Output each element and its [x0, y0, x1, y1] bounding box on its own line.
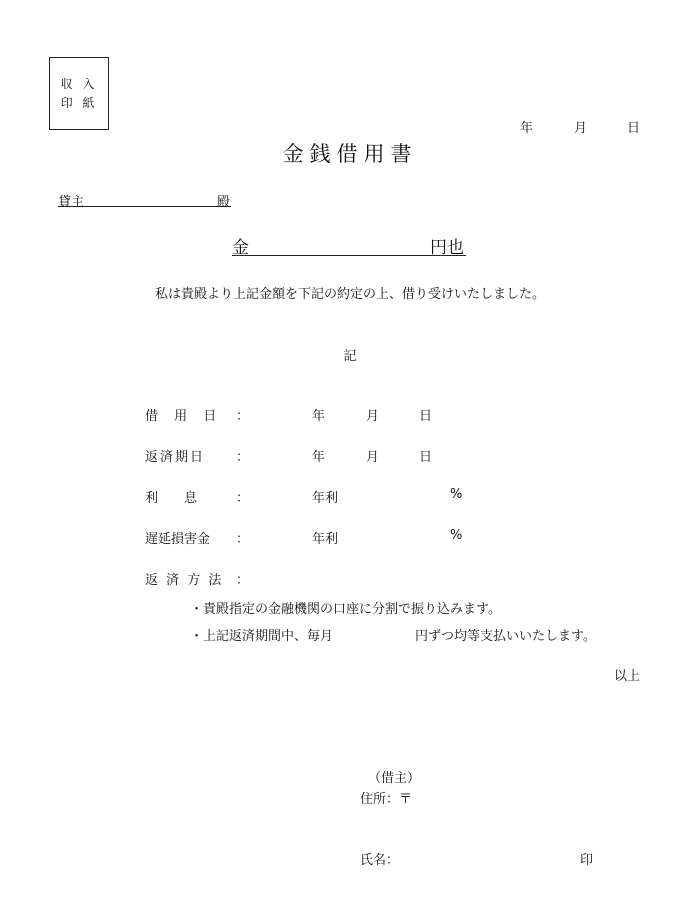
borrow-date-day: 日 — [419, 409, 433, 424]
lender-label: 貸主 — [58, 195, 85, 210]
document-title: 金銭借用書 — [282, 142, 418, 166]
closing-mark: 以上 — [614, 669, 641, 684]
repay-method-label: 返 済 方 法 — [145, 573, 224, 588]
late-damages-colon: ： — [236, 532, 250, 547]
interest-colon: ： — [236, 491, 250, 506]
repay-deadline-label: 返済期日 — [145, 450, 206, 465]
interest-rate-label: 年利 — [312, 491, 339, 506]
repay-deadline-year: 年 — [312, 450, 326, 465]
date-month-label: 月 — [574, 121, 588, 136]
amount-suffix: 円也 — [430, 238, 464, 258]
repay-deadline-day: 日 — [419, 450, 433, 465]
stamp-label-line2: 印 紙 — [60, 95, 98, 110]
repay-method-bullet-1: ・貴殿指定の金融機関の口座に分割で振り込みます。 — [190, 602, 501, 617]
notation-heading: 記 — [343, 349, 357, 364]
loan-statement: 私は貴殿より上記金額を下記の約定の上、借り受けいたしました。 — [154, 287, 545, 302]
borrow-date-year: 年 — [312, 409, 326, 424]
repay-method-bullet-2-prefix: ・上記返済期間中、毎月 — [190, 629, 334, 644]
borrower-address-label: 住所：〒 — [360, 792, 413, 807]
revenue-stamp-box — [49, 57, 109, 130]
date-year-label: 年 — [520, 121, 534, 136]
interest-percent-sign: % — [450, 487, 463, 502]
repay-method-bullet-2-suffix: 円ずつ均等支払いいたします。 — [415, 629, 596, 644]
amount-prefix: 金 — [232, 238, 249, 258]
late-damages-percent-sign: % — [450, 528, 463, 543]
stamp-label-line1: 収 入 — [60, 76, 98, 91]
borrow-date-label: 借 用 日 — [145, 409, 223, 424]
date-day-label: 日 — [627, 121, 641, 136]
late-damages-label: 遅延損害金 — [145, 532, 211, 547]
repay-method-colon: ： — [236, 573, 250, 588]
repay-deadline-colon: ： — [236, 450, 250, 465]
amount-underline — [232, 255, 466, 256]
repay-deadline-month: 月 — [366, 450, 380, 465]
borrow-date-colon: ： — [236, 409, 250, 424]
borrow-date-month: 月 — [366, 409, 380, 424]
borrower-name-label: 氏名： — [360, 853, 400, 868]
late-damages-rate-label: 年利 — [312, 532, 339, 547]
borrower-title: （借主） — [368, 771, 421, 786]
lender-name-line — [58, 206, 231, 207]
borrower-seal-label: 印 — [580, 853, 594, 868]
lender-honorific: 殿 — [217, 195, 231, 210]
interest-label: 利 息 — [145, 491, 198, 506]
